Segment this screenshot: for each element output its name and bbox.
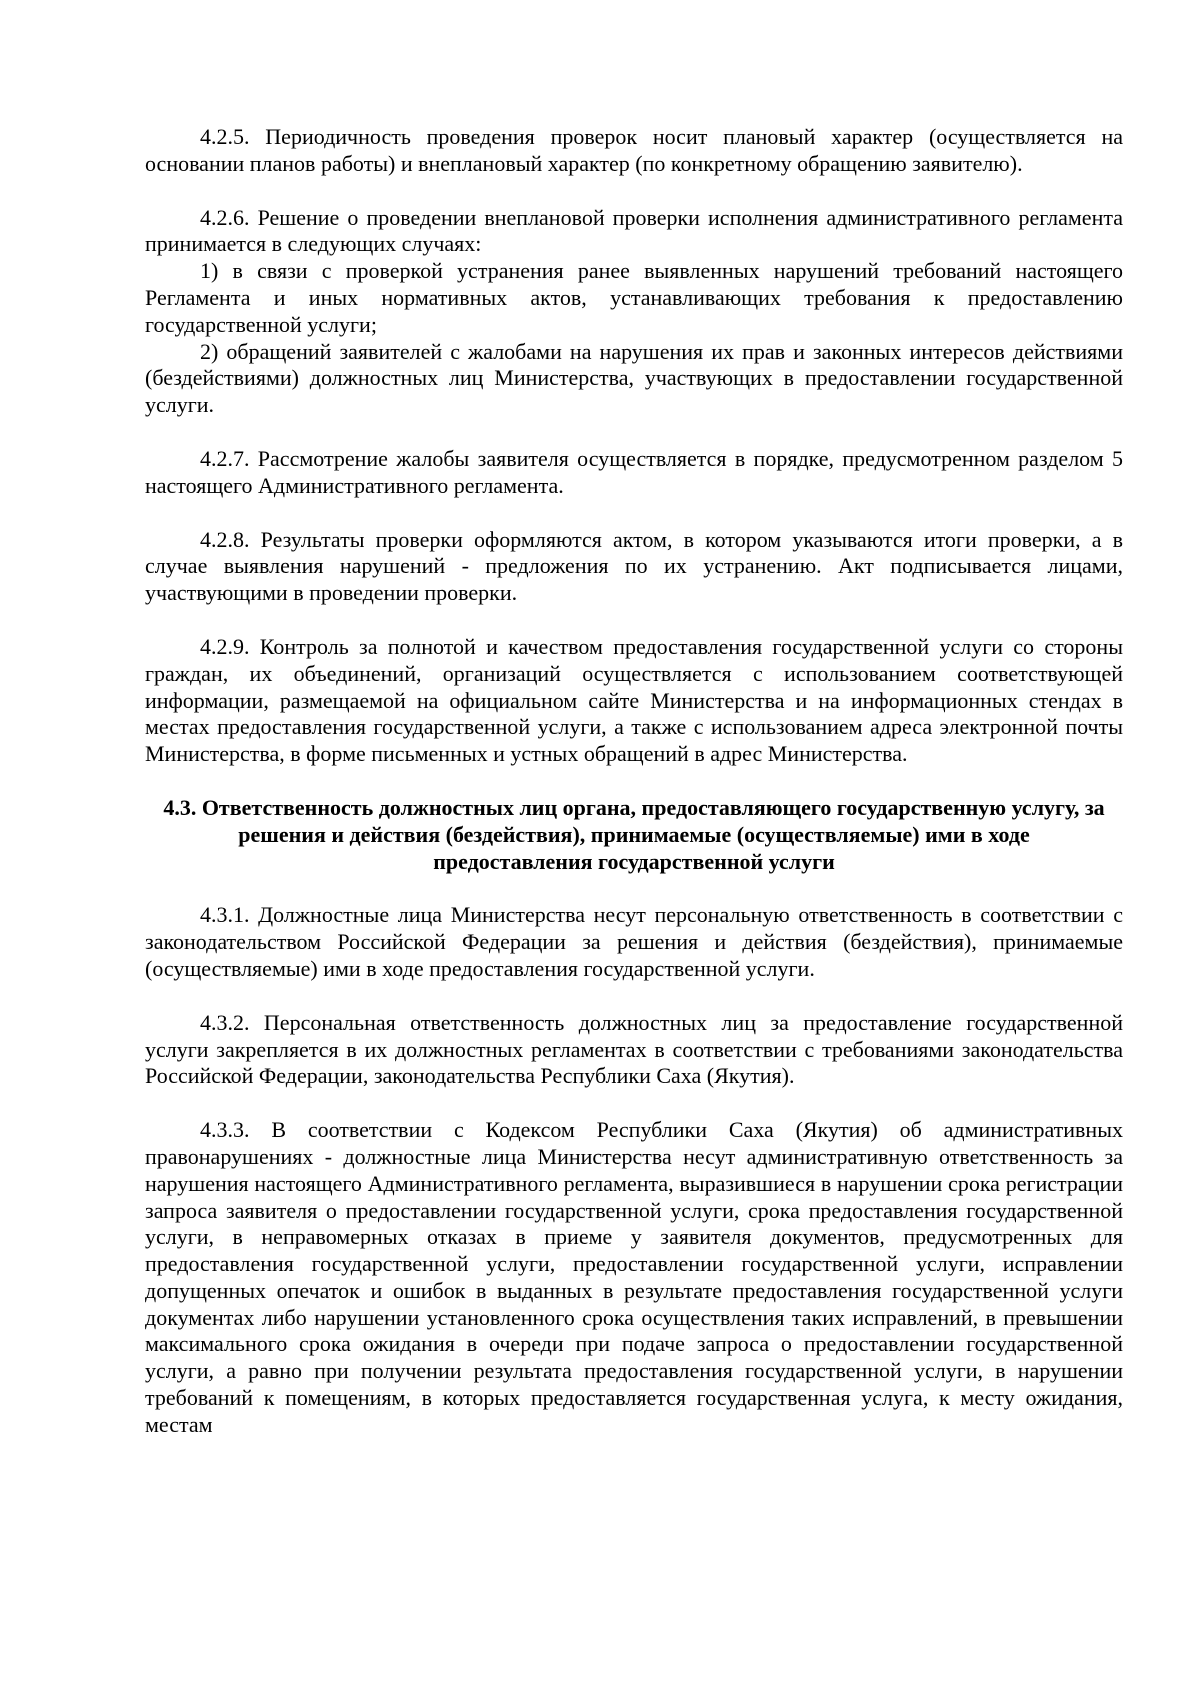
paragraph-4-3-3: 4.3.3. В соответствии с Кодексом Республики Саха (Якутия) об административных правонарушениях - должностные лица Министерства несут административную ответственность за нарушения настоящего Административного регламента, выразившиеся в нарушении срока регистрации запроса заявителя о предоставлении государственной услуги, срока предоставления государственной услуги, в неправомерных отказах в приеме у заявителя документов, предусмотренных для предоставления государственной услуги, предоставлении государственной услуги, исправлении допущенных опечаток и ошибок в выданных в результате предоставления государственной услуги документах либо нарушении установленного срока осуществления таких исправлений, в превышении максимального срока ожидания в очереди при подаче запроса о предоставлении государственной услуги, а равно при получении результата предоставления государственной услуги, в нарушении требований к помещениям, в которых предоставляется государственная услуга, к месту ожидания, местам <box>145 1117 1123 1437</box>
section-heading-4-3: 4.3. Ответственность должностных лиц органа, предоставляющего государственную услугу, за решения и действия (бездействия), принимаемые (осуществляемые) ими в ходе предоставления государственной услуги <box>163 794 1105 874</box>
paragraph-4-2-8: 4.2.8. Результаты проверки оформляются актом, в котором указываются итоги проверки, а в случае выявления нарушений - предложения по их устранению. Акт подписывается лицами, участвующими в проведении проверки. <box>145 526 1123 606</box>
paragraph-4-2-7: 4.2.7. Рассмотрение жалобы заявителя осуществляется в порядке, предусмотренном разделом 5 настоящего Административного регламента. <box>145 445 1123 498</box>
list-item-4-2-6-1: 1) в связи с проверкой устранения ранее выявленных нарушений требований настоящего Регламента и иных нормативных актов, устанавливающих требования к предоставлению государственной услуги; <box>145 258 1123 337</box>
paragraph-spacer <box>145 875 1123 902</box>
paragraph-4-2-6: 4.2.6. Решение о проведении внеплановой проверки исполнения административного регламента принимается в следующих случаях: <box>145 204 1123 257</box>
paragraph-spacer <box>145 768 1123 795</box>
document-page <box>145 124 1123 1439</box>
list-item-4-2-6-2: 2) обращений заявителей с жалобами на нарушения их прав и законных интересов действиями (бездействиями) должностных лиц Министерства, участвующих в предоставлении государственной услуги. <box>145 338 1123 418</box>
paragraph-spacer <box>145 983 1123 1010</box>
paragraph-4-2-9: 4.2.9. Контроль за полнотой и качеством предоставления государственной услуги со стороны граждан, их объединений, организаций осуществляется с использованием соответствующей информации, размещаемой на официальном сайте Министерства и на информационных стендах в местах предоставления государственной услуги, а также с использованием адреса электронной почты Министерства, в форме письменных и устных обращений в адрес Министерства. <box>145 633 1123 767</box>
paragraph-spacer <box>145 419 1123 446</box>
paragraph-4-3-2: 4.3.2. Персональная ответственность должностных лиц за предоставление государственной услуги закрепляется в их должностных регламентах в соответствии с требованиями законодательства Российской Федерации, законодательства Республики Саха (Якутия). <box>145 1009 1123 1089</box>
paragraph-spacer <box>145 1090 1123 1117</box>
paragraph-4-2-5: 4.2.5. Периодичность проведения проверок носит плановый характер (осуществляется на основании планов работы) и внеплановый характер (по конкретному обращению заявителю). <box>145 124 1123 176</box>
paragraph-spacer <box>145 178 1123 205</box>
paragraph-spacer <box>145 607 1123 634</box>
paragraph-4-3-1: 4.3.1. Должностные лица Министерства несут персональную ответственность в соответствии с законодательством Российской Федерации за решения и действия (бездействия), принимаемые (осуществляемые) ими в ходе предоставления государственной услуги. <box>145 902 1123 981</box>
paragraph-spacer <box>145 500 1123 527</box>
